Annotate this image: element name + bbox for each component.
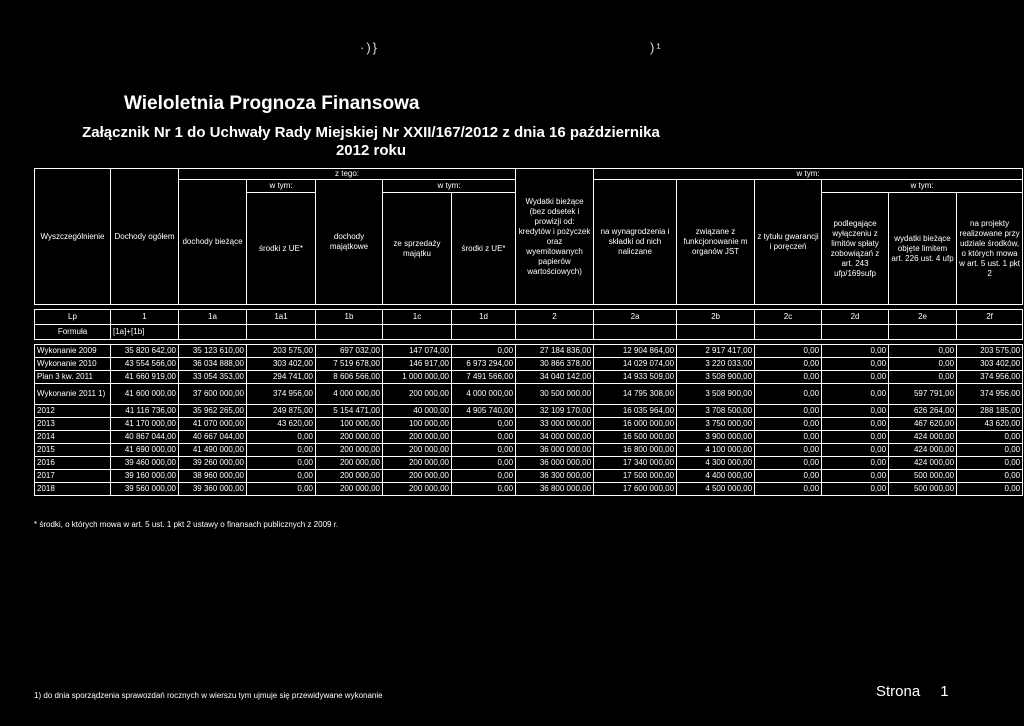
table-cell: 4 300 000,00	[677, 457, 755, 470]
row-label: Wykonanie 2011 1)	[35, 384, 111, 405]
table-cell: 36 000 000,00	[516, 457, 594, 470]
table-cell: 147 074,00	[383, 345, 452, 358]
table-cell: 374 956,00	[957, 384, 1023, 405]
lp-cell: 2f	[957, 310, 1023, 325]
table-row	[35, 358, 1023, 371]
header-zwiazane: związane z funkcjonowanie m organów JST	[677, 180, 755, 305]
table-cell: 0,00	[822, 345, 889, 358]
formula-row	[35, 325, 1023, 340]
table-row	[35, 384, 1023, 405]
header-podlegajace: podlegające wyłączeniu z limitów spłaty zobowiązań z art. 243 ufp/169sufp	[822, 193, 889, 305]
table-cell: 14 795 308,00	[594, 384, 677, 405]
table-cell: 0,00	[452, 483, 516, 496]
header-w-tym-wydatki: w tym:	[594, 169, 1023, 180]
header-wyszczegolnienie: Wyszczególnienie	[35, 169, 111, 305]
row-label: Wykonanie 2009	[35, 345, 111, 358]
table-cell: 41 070 000,00	[179, 418, 247, 431]
scan-mark-right: )¹	[650, 40, 663, 55]
lp-cell: 2	[516, 310, 594, 325]
header-dochody-majatkowe: dochody majątkowe	[316, 180, 383, 305]
table-cell: 467 620,00	[889, 418, 957, 431]
table-cell: 0,00	[822, 371, 889, 384]
table-cell: 0,00	[755, 457, 822, 470]
table-cell: 0,00	[452, 418, 516, 431]
row-label: 2014	[35, 431, 111, 444]
table-cell: 0,00	[452, 345, 516, 358]
table-cell: 500 000,00	[889, 470, 957, 483]
table-cell: 34 040 142,00	[516, 371, 594, 384]
table-cell: 0,00	[822, 405, 889, 418]
row-label: 2012	[35, 405, 111, 418]
table-cell: 288 185,00	[957, 405, 1023, 418]
table-cell: 200 000,00	[316, 431, 383, 444]
table-cell: 39 260 000,00	[179, 457, 247, 470]
row-label: 2013	[35, 418, 111, 431]
table-row	[35, 405, 1023, 418]
page-indicator	[876, 683, 949, 700]
table-cell: 4 500 000,00	[677, 483, 755, 496]
footnote: * środki, o których mowa w art. 5 ust. 1 pkt 2 ustawy o finansach publicznych z 2009 r.	[34, 520, 339, 529]
table-cell: 7 519 678,00	[316, 358, 383, 371]
lp-cell: 2d	[822, 310, 889, 325]
table-cell: 43 620,00	[247, 418, 316, 431]
table-row	[35, 371, 1023, 384]
document-title: Wieloletnia Prognoza Finansowa	[124, 93, 420, 114]
table-cell: 5 154 471,00	[316, 405, 383, 418]
table-cell: 0,00	[247, 457, 316, 470]
table-row	[35, 457, 1023, 470]
table-cell: 41 660 919,00	[111, 371, 179, 384]
table-cell: 200 000,00	[383, 384, 452, 405]
table-cell: 500 000,00	[889, 483, 957, 496]
table-cell: 2 917 417,00	[677, 345, 755, 358]
table-cell: 0,00	[755, 470, 822, 483]
table-cell: 4 400 000,00	[677, 470, 755, 483]
page-label: Strona	[876, 683, 921, 700]
table-cell: 0,00	[822, 358, 889, 371]
formula-value: [1a]+[1b]	[111, 325, 179, 340]
table-cell: 200 000,00	[316, 457, 383, 470]
lp-row	[35, 310, 1023, 325]
scan-mark-left: ·)}	[360, 40, 379, 55]
table-cell: 146 917,00	[383, 358, 452, 371]
table-cell: 33 054 353,00	[179, 371, 247, 384]
table-row	[35, 431, 1023, 444]
table-cell: 200 000,00	[383, 431, 452, 444]
row-label: 2018	[35, 483, 111, 496]
table-cell: 40 867 044,00	[111, 431, 179, 444]
table-cell: 39 160 000,00	[111, 470, 179, 483]
table-cell: 424 000,00	[889, 457, 957, 470]
header-wydatki-biezace: Wydatki bieżące (bez odsetek i prowizji od: kredytów i pożyczek oraz wyemitowanych papierów wartościowych)	[516, 169, 594, 305]
table-cell: 0,00	[755, 444, 822, 457]
table-cell: 0,00	[247, 483, 316, 496]
table-cell: 43 554 566,00	[111, 358, 179, 371]
table-cell: 27 184 836,00	[516, 345, 594, 358]
header-w-tym-gwarancje: w tym:	[822, 180, 1023, 193]
table-cell: 6 973 294,00	[452, 358, 516, 371]
table-cell: 17 600 000,00	[594, 483, 677, 496]
table-cell: 3 220 033,00	[677, 358, 755, 371]
table-cell: 4 905 740,00	[452, 405, 516, 418]
table-cell: 39 360 000,00	[179, 483, 247, 496]
table-cell: 626 264,00	[889, 405, 957, 418]
lp-cell: 1d	[452, 310, 516, 325]
table-cell: 0,00	[452, 444, 516, 457]
table-cell: 8 606 566,00	[316, 371, 383, 384]
table-cell: 424 000,00	[889, 431, 957, 444]
table-cell: 38 960 000,00	[179, 470, 247, 483]
lp-cell: 1b	[316, 310, 383, 325]
table-cell: 0,00	[889, 371, 957, 384]
header-dochody-biezace: dochody bieżące	[179, 180, 247, 305]
table-row	[35, 470, 1023, 483]
table-cell: 0,00	[452, 470, 516, 483]
table-cell: 4 100 000,00	[677, 444, 755, 457]
table-cell: 30 866 378,00	[516, 358, 594, 371]
table-cell: 39 460 000,00	[111, 457, 179, 470]
table-cell: 3 900 000,00	[677, 431, 755, 444]
row-label: Wykonanie 2010	[35, 358, 111, 371]
row-label: Plan 3 kw. 2011	[35, 371, 111, 384]
table-cell: 0,00	[755, 345, 822, 358]
table-row	[35, 418, 1023, 431]
table-cell: 0,00	[889, 358, 957, 371]
table-cell: 16 035 964,00	[594, 405, 677, 418]
header-w-tym-majatkowe: w tym:	[383, 180, 516, 193]
table-cell: 100 000,00	[316, 418, 383, 431]
table-cell: 41 170 000,00	[111, 418, 179, 431]
table-cell: 200 000,00	[383, 444, 452, 457]
header-w-tym-biezace: w tym:	[247, 180, 316, 193]
table-cell: 0,00	[247, 444, 316, 457]
table-cell: 12 904 864,00	[594, 345, 677, 358]
table-row	[35, 345, 1023, 358]
table-cell: 0,00	[755, 431, 822, 444]
lp-cell: 2e	[889, 310, 957, 325]
table-cell: 303 402,00	[957, 358, 1023, 371]
table-cell: 200 000,00	[316, 444, 383, 457]
table-cell: 294 741,00	[247, 371, 316, 384]
formula-label: Formuła	[35, 325, 111, 340]
table-cell: 41 490 000,00	[179, 444, 247, 457]
table-cell: 37 600 000,00	[179, 384, 247, 405]
table-cell: 36 300 000,00	[516, 470, 594, 483]
table-row	[35, 444, 1023, 457]
table-cell: 35 820 642,00	[111, 345, 179, 358]
table-cell: 36 000 000,00	[516, 444, 594, 457]
table-cell: 0,00	[822, 457, 889, 470]
lp-cell: 1	[111, 310, 179, 325]
table-cell: 0,00	[957, 431, 1023, 444]
table-cell: 0,00	[452, 431, 516, 444]
table-cell: 697 032,00	[316, 345, 383, 358]
table-cell: 4 000 000,00	[452, 384, 516, 405]
table-cell: 100 000,00	[383, 418, 452, 431]
table-cell: 0,00	[247, 470, 316, 483]
header-srodki-ue-2: środki z UE*	[452, 193, 516, 305]
table-cell: 16 500 000,00	[594, 431, 677, 444]
table-cell: 0,00	[755, 358, 822, 371]
table-cell: 41 116 736,00	[111, 405, 179, 418]
table-cell: 200 000,00	[316, 483, 383, 496]
table-cell: 40 000,00	[383, 405, 452, 418]
table-cell: 0,00	[822, 384, 889, 405]
table-cell: 0,00	[822, 470, 889, 483]
table-cell: 0,00	[755, 384, 822, 405]
bottom-note: 1) do dnia sporządzenia sprawozdań rocznych w wierszu tym ujmuje się przewidywane wykonanie	[34, 691, 383, 700]
table-cell: 203 575,00	[957, 345, 1023, 358]
table-cell: 34 000 000,00	[516, 431, 594, 444]
document-subtitle: Załącznik Nr 1 do Uchwały Rady Miejskiej Nr XXII/167/2012 z dnia 16 października 2012 roku	[82, 124, 660, 159]
table-cell: 0,00	[452, 457, 516, 470]
table-cell: 41 600 000,00	[111, 384, 179, 405]
table-cell: 4 000 000,00	[316, 384, 383, 405]
table-cell: 41 690 000,00	[111, 444, 179, 457]
table-cell: 200 000,00	[383, 483, 452, 496]
table-cell: 0,00	[957, 483, 1023, 496]
table-cell: 0,00	[755, 405, 822, 418]
row-label: 2015	[35, 444, 111, 457]
lp-cell: 2c	[755, 310, 822, 325]
table-cell: 0,00	[822, 483, 889, 496]
table-cell: 30 500 000,00	[516, 384, 594, 405]
table-row	[35, 483, 1023, 496]
table-cell: 374 956,00	[247, 384, 316, 405]
table-cell: 36 034 888,00	[179, 358, 247, 371]
table-cell: 16 800 000,00	[594, 444, 677, 457]
row-label: 2016	[35, 457, 111, 470]
table-cell: 32 109 170,00	[516, 405, 594, 418]
lp-cell: 1c	[383, 310, 452, 325]
forecast-table	[34, 168, 1023, 496]
table-cell: 35 962 265,00	[179, 405, 247, 418]
lp-cell: 2a	[594, 310, 677, 325]
table-cell: 424 000,00	[889, 444, 957, 457]
lp-cell: 1a	[179, 310, 247, 325]
lp-cell: 2b	[677, 310, 755, 325]
page-number: 1	[940, 683, 949, 700]
header-z-tego: z tego:	[179, 169, 516, 180]
table-cell: 33 000 000,00	[516, 418, 594, 431]
table-cell: 7 491 566,00	[452, 371, 516, 384]
lp-cell: 1a1	[247, 310, 316, 325]
header-wynagrodzenia: na wynagrodzenia i składki od nich naliczane	[594, 180, 677, 305]
table-cell: 3 508 900,00	[677, 371, 755, 384]
table-cell: 3 708 500,00	[677, 405, 755, 418]
table-cell: 200 000,00	[316, 470, 383, 483]
table-cell: 43 620,00	[957, 418, 1023, 431]
header-dochody-ogolem: Dochody ogółem	[111, 169, 179, 305]
table-cell: 249 875,00	[247, 405, 316, 418]
table-cell: 0,00	[755, 483, 822, 496]
table-cell: 374 956,00	[957, 371, 1023, 384]
table-cell: 0,00	[755, 371, 822, 384]
table-cell: 17 340 000,00	[594, 457, 677, 470]
table-cell: 0,00	[822, 431, 889, 444]
table-cell: 14 029 074,00	[594, 358, 677, 371]
table-cell: 17 500 000,00	[594, 470, 677, 483]
table-cell: 0,00	[247, 431, 316, 444]
header-projekty: na projekty realizowane przy udziale środków, o których mowa w art. 5 ust. 1 pkt 2	[957, 193, 1023, 305]
table-cell: 39 560 000,00	[111, 483, 179, 496]
header-srodki-ue-1: środki z UE*	[247, 193, 316, 305]
table-cell: 1 000 000,00	[383, 371, 452, 384]
header-wydatki-objete: wydatki bieżące objęte limitem art. 226 ust. 4 ufp	[889, 193, 957, 305]
table-cell: 40 667 044,00	[179, 431, 247, 444]
header-ze-sprzedazy: ze sprzedaży majątku	[383, 193, 452, 305]
table-cell: 0,00	[889, 345, 957, 358]
table-cell: 200 000,00	[383, 457, 452, 470]
table-cell: 36 800 000,00	[516, 483, 594, 496]
table-cell: 0,00	[822, 444, 889, 457]
table-cell: 16 000 000,00	[594, 418, 677, 431]
table-cell: 0,00	[957, 444, 1023, 457]
header-gwarancje: z tytułu gwarancji i poręczeń	[755, 180, 822, 305]
row-label: 2017	[35, 470, 111, 483]
lp-label: Lp	[35, 310, 111, 325]
table-cell: 14 933 509,00	[594, 371, 677, 384]
table-cell: 0,00	[957, 457, 1023, 470]
table-cell: 0,00	[755, 418, 822, 431]
table-cell: 35 123 610,00	[179, 345, 247, 358]
table-cell: 597 791,00	[889, 384, 957, 405]
table-cell: 3 750 000,00	[677, 418, 755, 431]
table-cell: 3 508 900,00	[677, 384, 755, 405]
table-cell: 0,00	[822, 418, 889, 431]
table-cell: 200 000,00	[383, 470, 452, 483]
table-cell: 0,00	[957, 470, 1023, 483]
table-cell: 203 575,00	[247, 345, 316, 358]
table-cell: 303 402,00	[247, 358, 316, 371]
scan-marks	[360, 40, 663, 55]
